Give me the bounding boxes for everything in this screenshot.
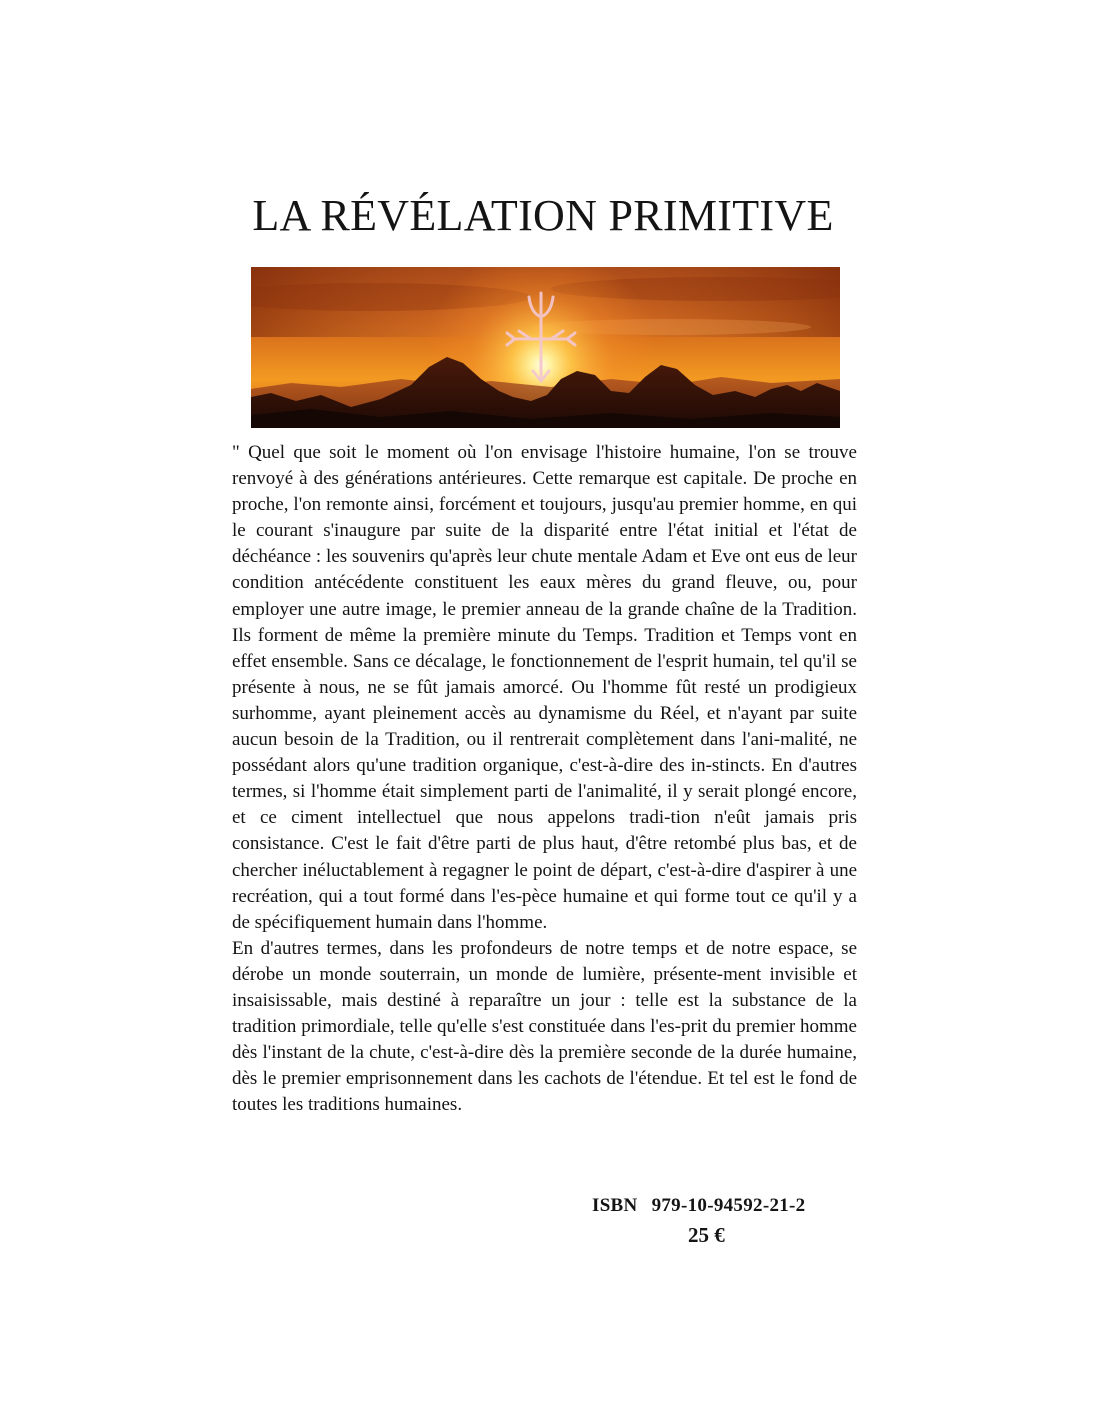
isbn-label: ISBN [592, 1195, 638, 1216]
paragraph-1: " Quel que soit le moment où l'on envisage l'histoire humaine, l'on se trouve renvoyé à des générations antérieures. Cette remarque est capitale. De proche en proche, l'on remonte ainsi, forcément et toujours, jusqu'au premier homme, en qui le courant s'inaugure par suite de la disparité entre l'état initial et l'état de déchéance : les souvenirs qu'après leur chute mentale Adam et Eve ont eus de leur condition antécédente constituent les eaux mères du grand fleuve, ou, pour employer une autre image, le premier anneau de la grande chaîne de la Tradition. Ils forment de même la première minute du Temps. Tradition et Temps vont en effet ensemble. Sans ce décalage, le fonctionnement de l'esprit humain, tel qu'il se présente à nous, ne se fût jamais amorcé. Ou l'homme fût resté un prodigieux surhomme, ayant pleinement accès au dynamisme du Réel, et n'ayant par suite aucun besoin de la Tradition, ou il rentrerait complètement dans l'ani-malité, ne possédant alors qu'une tradition organique, c'est-à-dire des in-stincts. En d'autres termes, si l'homme était simplement parti de l'animalité, il y serait plongé encore, et ce ciment intellectuel que nous appelons tradi-tion n'eût jamais pris consistance. C'est le fait d'être parti de plus haut, d'être retombé plus bas, et de chercher inéluctablement à regagner le point de départ, c'est-à-dire d'aspirer à une recréation, qui a tout formé dans l'es-pèce humaine et qui forme tout ce qu'il y a de spécifiquement humain dans l'homme. [232, 442, 857, 933]
sunset-mountains-banner [251, 267, 840, 428]
isbn-line [592, 1195, 805, 1217]
price: 25 € [688, 1223, 725, 1247]
book-title: LA RÉVÉLATION PRIMITIVE [252, 191, 834, 240]
isbn-number: 979-10-94592-21-2 [651, 1195, 806, 1216]
back-cover-text [232, 440, 857, 1118]
paragraph-2: En d'autres termes, dans les profondeurs de notre temps et de notre espace, se dérobe un monde souterrain, un monde de lumière, présente-ment invisible et insaisissable, mais destiné à reparaître un jour : telle est la substance de la tradition primordiale, telle qu'elle s'est constituée dans l'es-prit du premier homme dès l'instant de la chute, c'est-à-dire dès la première seconde de la durée humaine, dès le premier emprisonnement dans les cachots de l'étendue. Et tel est le fond de toutes les traditions humaines. [232, 937, 857, 1116]
